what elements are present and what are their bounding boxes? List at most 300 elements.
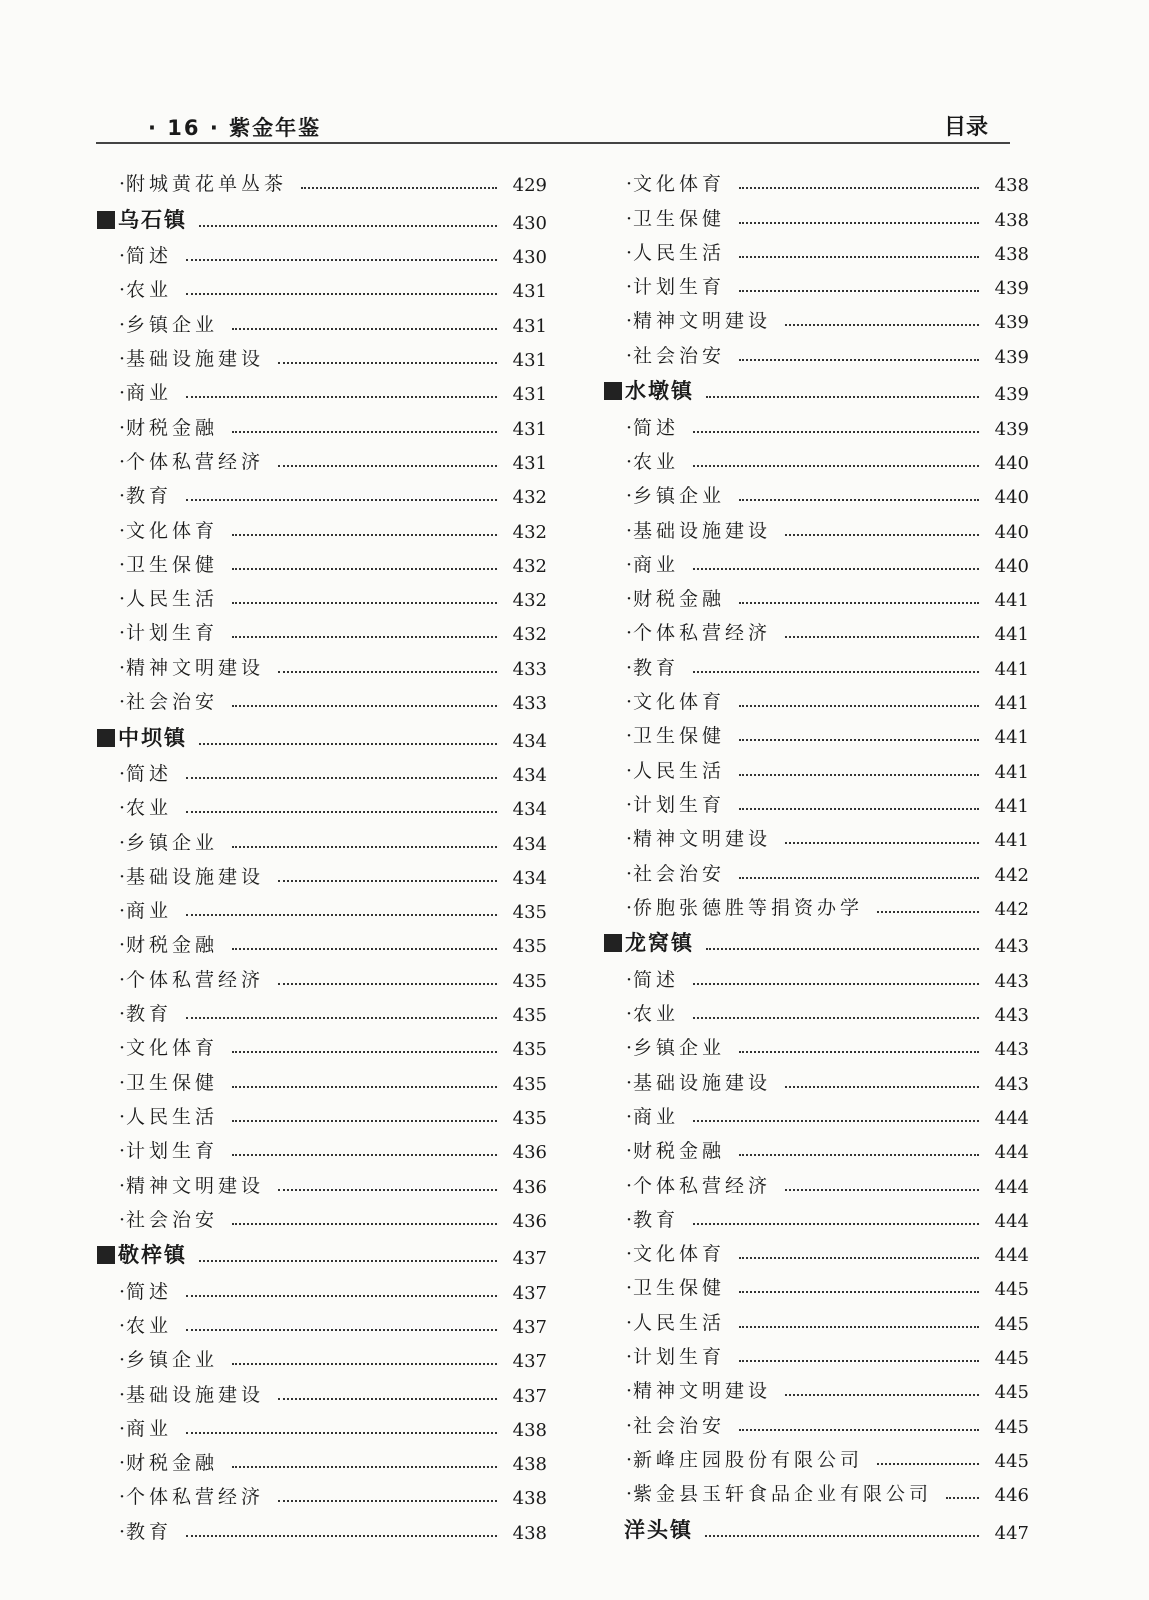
- page-ref: 433: [512, 658, 547, 680]
- toc-entry[interactable]: [604, 1132, 1029, 1166]
- entry-title: · 文化体育: [604, 1239, 739, 1266]
- toc-entry[interactable]: [604, 648, 1029, 682]
- dot-leader: [739, 256, 979, 258]
- toc-left-column: [97, 165, 547, 1547]
- entry-title: · 商业: [604, 550, 693, 577]
- page-ref: 430: [512, 247, 547, 269]
- toc-entry[interactable]: [97, 1341, 547, 1375]
- entry-title: · 农业: [97, 275, 186, 302]
- toc-town-heading[interactable]: [604, 923, 1029, 961]
- page-ref: 438: [994, 175, 1029, 197]
- dot-leader: [739, 877, 979, 879]
- page-ref: 437: [512, 1316, 547, 1338]
- page-ref: 435: [512, 1005, 547, 1027]
- entry-title: · 教育: [604, 1205, 693, 1232]
- dot-leader: [693, 568, 979, 570]
- page-ref: 439: [994, 346, 1029, 368]
- toc-entry[interactable]: [97, 237, 547, 271]
- town-name: 龙窝镇: [604, 927, 706, 957]
- page-ref: 447: [994, 1522, 1029, 1544]
- dot-leader: [739, 1051, 979, 1053]
- entry-title: · 个体私营经济: [97, 447, 278, 474]
- page-ref: 439: [994, 278, 1029, 300]
- dot-leader: [739, 1154, 979, 1156]
- dot-leader: [693, 983, 979, 985]
- entry-title: · 计划生育: [604, 790, 739, 817]
- page-ref: 436: [512, 1176, 547, 1198]
- entry-title: · 乡镇企业: [97, 1345, 232, 1372]
- dot-leader: [739, 187, 979, 189]
- toc-entry[interactable]: [97, 580, 547, 614]
- dot-leader: [785, 1086, 979, 1088]
- page-ref: 437: [512, 1385, 547, 1407]
- toc-entry[interactable]: [97, 892, 547, 926]
- page-ref: 439: [994, 418, 1029, 440]
- page-ref: 431: [512, 281, 547, 303]
- town-name: 水墩镇: [604, 375, 706, 405]
- entry-title: · 商业: [97, 1414, 186, 1441]
- page-ref: 438: [512, 1522, 547, 1544]
- toc-entry[interactable]: [604, 820, 1029, 854]
- page-ref: 435: [512, 1073, 547, 1095]
- entry-title: · 农业: [97, 793, 186, 820]
- toc-entry[interactable]: [604, 511, 1029, 545]
- entry-title: · 社会治安: [97, 1205, 232, 1232]
- dot-leader: [785, 842, 979, 844]
- page-ref: 431: [512, 418, 547, 440]
- toc-entry[interactable]: [97, 443, 547, 477]
- entry-title: · 财税金融: [604, 584, 739, 611]
- toc-right-column: [604, 165, 1029, 1547]
- toc-entry[interactable]: [97, 755, 547, 789]
- dot-leader: [693, 431, 979, 433]
- entry-title: · 基础设施建设: [97, 1380, 278, 1407]
- toc-entry[interactable]: [97, 858, 547, 892]
- page-ref: 437: [512, 1248, 547, 1270]
- toc-entry[interactable]: [97, 1478, 547, 1512]
- dot-leader: [739, 602, 979, 604]
- toc-entry[interactable]: [97, 477, 547, 511]
- toc-entry[interactable]: [604, 1235, 1029, 1269]
- toc-entry[interactable]: [97, 340, 547, 374]
- toc-town-heading[interactable]: [604, 1509, 1029, 1547]
- toc-entry[interactable]: [97, 165, 547, 199]
- page-ref: 438: [512, 1488, 547, 1510]
- page-ref: 438: [512, 1419, 547, 1441]
- page-ref: 442: [994, 864, 1029, 886]
- entry-title: · 简述: [97, 241, 186, 268]
- entry-title: · 计划生育: [97, 618, 232, 645]
- entry-title: · 乡镇企业: [604, 1033, 739, 1060]
- dot-leader: [232, 1120, 497, 1122]
- entry-title: · 乡镇企业: [604, 481, 739, 508]
- toc-entry[interactable]: [604, 854, 1029, 888]
- toc-entry[interactable]: [604, 1063, 1029, 1097]
- toc-entry[interactable]: [97, 1098, 547, 1132]
- entry-title: · 文化体育: [97, 1033, 232, 1060]
- toc-entry[interactable]: [97, 1029, 547, 1063]
- page-ref: 432: [512, 555, 547, 577]
- toc-entry[interactable]: [604, 199, 1029, 233]
- dot-leader: [739, 705, 979, 707]
- dot-leader: [278, 362, 497, 364]
- entry-title: · 个体私营经济: [97, 965, 278, 992]
- page-ref: 443: [994, 936, 1029, 958]
- toc-entry[interactable]: [97, 1410, 547, 1444]
- entry-title: · 人民生活: [97, 584, 232, 611]
- dot-leader: [232, 328, 497, 330]
- entry-title: · 计划生育: [604, 272, 739, 299]
- entry-title: · 教育: [604, 653, 693, 680]
- entry-title: · 社会治安: [97, 687, 232, 714]
- page-ref: 441: [994, 727, 1029, 749]
- page-ref: 443: [994, 1005, 1029, 1027]
- toc-entry[interactable]: [97, 1375, 547, 1409]
- dot-leader: [232, 1466, 497, 1468]
- entry-title: · 农业: [604, 999, 693, 1026]
- page-ref: 443: [994, 1073, 1029, 1095]
- page-ref: 443: [994, 970, 1029, 992]
- entry-title: · 卫生保健: [604, 721, 739, 748]
- page-ref: 445: [994, 1347, 1029, 1369]
- page-ref: 445: [994, 1313, 1029, 1335]
- dot-leader: [705, 1535, 979, 1537]
- entry-title: · 财税金融: [97, 930, 232, 957]
- page-ref: 432: [512, 487, 547, 509]
- page-ref: 435: [512, 1107, 547, 1129]
- toc-entry[interactable]: [604, 1098, 1029, 1132]
- entry-title: · 基础设施建设: [97, 344, 278, 371]
- entry-title: · 基础设施建设: [604, 1068, 785, 1095]
- page-ref: 435: [512, 902, 547, 924]
- dot-leader: [186, 1329, 497, 1331]
- page-header: [96, 108, 1010, 144]
- entry-title: · 精神文明建设: [604, 1376, 785, 1403]
- entry-title: · 社会治安: [604, 341, 739, 368]
- toc-entry[interactable]: [604, 268, 1029, 302]
- dot-leader: [877, 911, 979, 913]
- dot-leader: [232, 431, 497, 433]
- page-ref: 443: [994, 1039, 1029, 1061]
- page-ref: 445: [994, 1382, 1029, 1404]
- page-ref: 435: [512, 936, 547, 958]
- town-name: 中坝镇: [97, 722, 199, 752]
- toc-entry[interactable]: [97, 1132, 547, 1166]
- toc-entry[interactable]: [604, 1372, 1029, 1406]
- entry-title: · 农业: [97, 1311, 186, 1338]
- toc-entry[interactable]: [604, 1269, 1029, 1303]
- entry-title: · 人民生活: [97, 1102, 232, 1129]
- entry-title: · 卫生保健: [97, 550, 232, 577]
- town-name: 洋头镇: [624, 1517, 693, 1542]
- page-ref: 441: [994, 590, 1029, 612]
- toc-entry[interactable]: [604, 302, 1029, 336]
- toc-entry[interactable]: [604, 580, 1029, 614]
- toc-entry[interactable]: [604, 477, 1029, 511]
- page-ref: 437: [512, 1282, 547, 1304]
- entry-title: · 商业: [604, 1102, 693, 1129]
- toc-entry[interactable]: [604, 1303, 1029, 1337]
- dot-leader: [232, 568, 497, 570]
- toc-entry[interactable]: [604, 960, 1029, 994]
- dot-leader: [278, 983, 497, 985]
- entry-title: · 精神文明建设: [604, 306, 785, 333]
- dot-leader: [278, 880, 497, 882]
- dot-leader: [877, 1463, 979, 1465]
- toc-entry[interactable]: [97, 614, 547, 648]
- dot-leader: [186, 777, 497, 779]
- dot-leader: [278, 671, 497, 673]
- page-ref: 434: [512, 799, 547, 821]
- entry-title: · 社会治安: [604, 1411, 739, 1438]
- entry-title: · 人民生活: [604, 238, 739, 265]
- toc-entry[interactable]: [604, 786, 1029, 820]
- toc-entry[interactable]: [604, 1029, 1029, 1063]
- toc-entry[interactable]: [97, 511, 547, 545]
- entry-title: · 财税金融: [97, 1448, 232, 1475]
- entry-title: · 精神文明建设: [97, 653, 278, 680]
- dot-leader: [232, 1363, 497, 1365]
- toc-entry[interactable]: [97, 683, 547, 717]
- dot-leader: [706, 948, 979, 950]
- dot-leader: [739, 290, 979, 292]
- dot-leader: [739, 1257, 979, 1259]
- dot-leader: [785, 324, 979, 326]
- town-name: 乌石镇: [97, 204, 199, 234]
- section-title: 目录: [943, 115, 988, 140]
- dot-leader: [301, 187, 497, 189]
- dot-leader: [693, 1017, 979, 1019]
- toc-entry[interactable]: [604, 995, 1029, 1029]
- entry-title: · 人民生活: [604, 1308, 739, 1335]
- dot-leader: [785, 534, 979, 536]
- toc-entry[interactable]: [604, 165, 1029, 199]
- toc-entry[interactable]: [97, 648, 547, 682]
- entry-title: · 精神文明建设: [97, 1171, 278, 1198]
- page-ref: 432: [512, 624, 547, 646]
- toc-entry[interactable]: [604, 546, 1029, 580]
- dot-leader: [186, 293, 497, 295]
- page-ref: 441: [994, 624, 1029, 646]
- toc-entry[interactable]: [97, 305, 547, 339]
- entry-title: · 商业: [97, 378, 186, 405]
- toc-entry[interactable]: [97, 271, 547, 305]
- page-ref: 438: [994, 243, 1029, 265]
- toc-town-heading[interactable]: [604, 371, 1029, 409]
- entry-title: · 商业: [97, 896, 186, 923]
- toc-entry[interactable]: [604, 1441, 1029, 1475]
- page-ref: 434: [512, 867, 547, 889]
- dot-leader: [232, 636, 497, 638]
- dot-leader: [739, 1291, 979, 1293]
- entry-title: · 文化体育: [604, 687, 739, 714]
- page-ref: 438: [512, 1454, 547, 1476]
- toc-entry[interactable]: [97, 1166, 547, 1200]
- entry-title: · 教育: [97, 481, 186, 508]
- dot-leader: [693, 1223, 979, 1225]
- dot-leader: [186, 914, 497, 916]
- page-ref: 434: [512, 730, 547, 752]
- page-ref: 444: [994, 1107, 1029, 1129]
- dot-leader: [232, 1154, 497, 1156]
- dot-leader: [693, 1120, 979, 1122]
- entry-title: · 卫生保健: [97, 1068, 232, 1095]
- entry-title: · 社会治安: [604, 859, 739, 886]
- entry-title: · 文化体育: [97, 516, 232, 543]
- toc-entry[interactable]: [604, 751, 1029, 785]
- page-ref: 441: [994, 830, 1029, 852]
- toc-town-heading[interactable]: [97, 199, 547, 237]
- toc-entry[interactable]: [604, 1201, 1029, 1235]
- dot-leader: [785, 1394, 979, 1396]
- toc-entry[interactable]: [604, 614, 1029, 648]
- dot-leader: [232, 948, 497, 950]
- dot-leader: [706, 396, 979, 398]
- page-ref: 441: [994, 795, 1029, 817]
- dot-leader: [232, 1051, 497, 1053]
- toc-entry[interactable]: [97, 1272, 547, 1306]
- entry-title: · 教育: [97, 1517, 186, 1544]
- dot-leader: [739, 1326, 979, 1328]
- dot-leader: [186, 1295, 497, 1297]
- entry-title: · 简述: [604, 413, 693, 440]
- toc-entry[interactable]: [604, 717, 1029, 751]
- toc-entry[interactable]: [97, 926, 547, 960]
- dot-leader: [693, 671, 979, 673]
- toc-entry[interactable]: [97, 1444, 547, 1478]
- dot-leader: [186, 499, 497, 501]
- toc-entry[interactable]: [604, 1406, 1029, 1440]
- entry-title: · 基础设施建设: [604, 516, 785, 543]
- dot-leader: [278, 1500, 497, 1502]
- page-ref: 431: [512, 452, 547, 474]
- page-ref: 441: [994, 761, 1029, 783]
- page-ref: 444: [994, 1176, 1029, 1198]
- dot-leader: [186, 1017, 497, 1019]
- toc-entry[interactable]: [604, 889, 1029, 923]
- toc-entry[interactable]: [97, 1512, 547, 1546]
- entry-title: · 精神文明建设: [604, 824, 785, 851]
- entry-title: · 简述: [97, 759, 186, 786]
- entry-title: · 农业: [604, 447, 693, 474]
- dot-leader: [232, 602, 497, 604]
- page-ref: 446: [994, 1485, 1029, 1507]
- dot-leader: [785, 636, 979, 638]
- entry-title: · 侨胞张德胜等捐资办学: [604, 893, 877, 920]
- entry-title: · 基础设施建设: [97, 862, 278, 889]
- entry-title: · 卫生保健: [604, 204, 739, 231]
- dot-leader: [186, 259, 497, 261]
- toc-entry[interactable]: [604, 683, 1029, 717]
- page-ref: 439: [994, 312, 1029, 334]
- toc-town-heading[interactable]: [97, 717, 547, 755]
- page-ref: 430: [512, 212, 547, 234]
- entry-title: · 教育: [97, 999, 186, 1026]
- page-ref: 436: [512, 1142, 547, 1164]
- dot-leader: [186, 396, 497, 398]
- dot-leader: [199, 743, 497, 745]
- toc-entry[interactable]: [97, 823, 547, 857]
- toc-entry[interactable]: [97, 789, 547, 823]
- page-ref: 432: [512, 521, 547, 543]
- toc-entry[interactable]: [97, 374, 547, 408]
- dot-leader: [232, 846, 497, 848]
- toc-entry[interactable]: [97, 1201, 547, 1235]
- dot-leader: [232, 534, 497, 536]
- page-ref: 439: [994, 384, 1029, 406]
- page-number: · 16 · 紫金年鉴: [148, 116, 322, 140]
- page-ref: 433: [512, 693, 547, 715]
- page-ref: 431: [512, 315, 547, 337]
- toc-entry[interactable]: [604, 234, 1029, 268]
- dot-leader: [199, 1260, 497, 1262]
- entry-title: · 个体私营经济: [604, 1171, 785, 1198]
- dot-leader: [739, 499, 979, 501]
- dot-leader: [278, 465, 497, 467]
- dot-leader: [232, 705, 497, 707]
- town-name: 敬梓镇: [97, 1239, 199, 1269]
- dot-leader: [186, 1535, 497, 1537]
- page-ref: 431: [512, 350, 547, 372]
- page-ref: 440: [994, 555, 1029, 577]
- page-ref: 440: [994, 452, 1029, 474]
- toc-entry[interactable]: [97, 408, 547, 442]
- toc-entry[interactable]: [604, 1475, 1029, 1509]
- page-ref: 444: [994, 1210, 1029, 1232]
- entry-title: · 财税金融: [604, 1136, 739, 1163]
- toc-entry[interactable]: [604, 408, 1029, 442]
- dot-leader: [199, 225, 497, 227]
- page-ref: 444: [994, 1245, 1029, 1267]
- dot-leader: [278, 1189, 497, 1191]
- dot-leader: [785, 1189, 979, 1191]
- page-ref: 429: [512, 175, 547, 197]
- dot-leader: [186, 811, 497, 813]
- entry-title: · 文化体育: [604, 169, 739, 196]
- dot-leader: [739, 808, 979, 810]
- toc-entry[interactable]: [97, 1063, 547, 1097]
- page-ref: 445: [994, 1279, 1029, 1301]
- page-ref: 438: [994, 209, 1029, 231]
- toc-entry[interactable]: [97, 546, 547, 580]
- page-ref: 440: [994, 487, 1029, 509]
- dot-leader: [693, 465, 979, 467]
- toc-town-heading[interactable]: [97, 1235, 547, 1273]
- entry-title: · 计划生育: [97, 1136, 232, 1163]
- entry-title: · 个体私营经济: [97, 1482, 278, 1509]
- entry-title: · 简述: [97, 1277, 186, 1304]
- page-ref: 444: [994, 1142, 1029, 1164]
- dot-leader: [278, 1398, 497, 1400]
- page-ref: 441: [994, 693, 1029, 715]
- page-ref: 434: [512, 764, 547, 786]
- toc-entry[interactable]: [604, 1166, 1029, 1200]
- page-ref: 437: [512, 1351, 547, 1373]
- toc-entry[interactable]: [604, 443, 1029, 477]
- entry-title: · 个体私营经济: [604, 618, 785, 645]
- page-ref: 445: [994, 1416, 1029, 1438]
- page-ref: 431: [512, 384, 547, 406]
- page-ref: 442: [994, 898, 1029, 920]
- toc-entry[interactable]: [604, 336, 1029, 370]
- page-ref: 434: [512, 833, 547, 855]
- toc-entry[interactable]: [97, 1307, 547, 1341]
- entry-title: · 乡镇企业: [97, 828, 232, 855]
- toc-entry[interactable]: [604, 1338, 1029, 1372]
- toc-entry[interactable]: [97, 995, 547, 1029]
- toc-entry[interactable]: [97, 960, 547, 994]
- entry-title: · 附城黄花单丛茶: [97, 169, 301, 196]
